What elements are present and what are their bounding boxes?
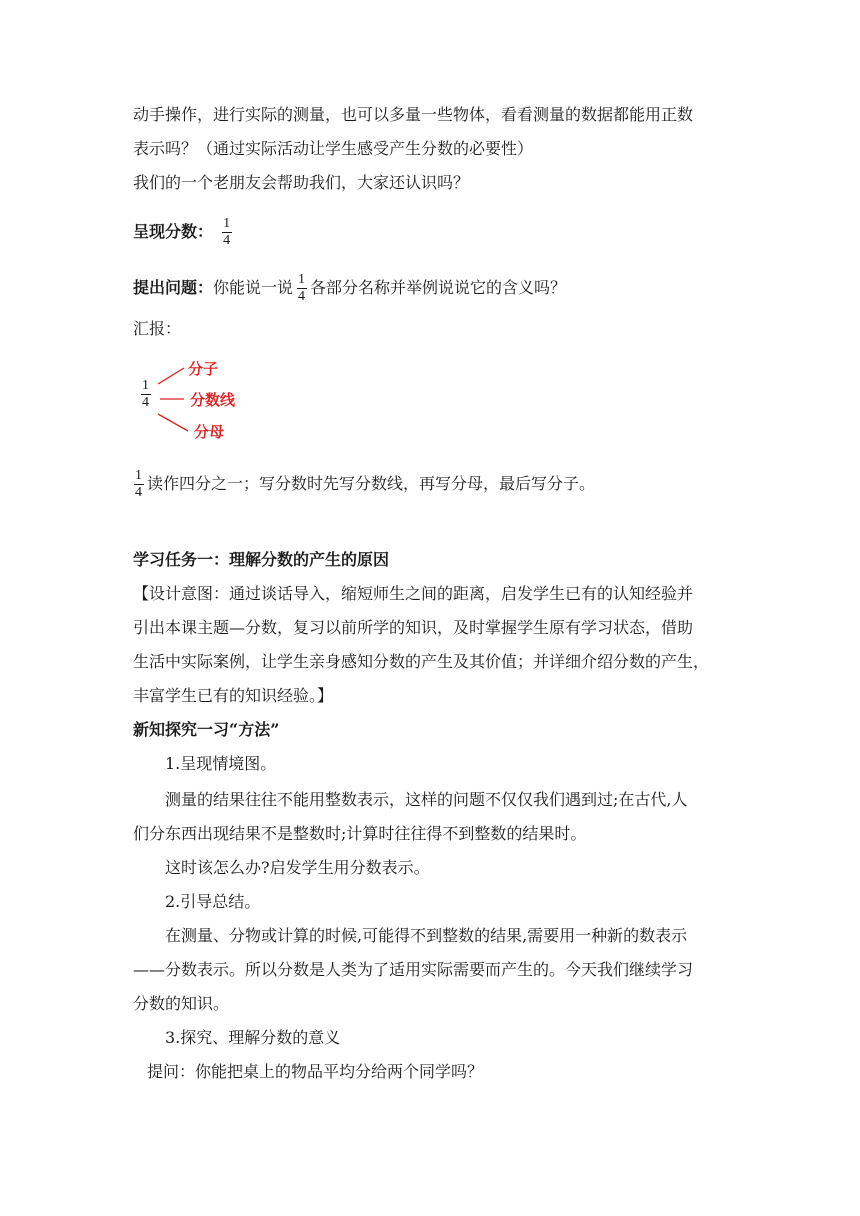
intro-line-1: 动手操作，进行实际的测量，也可以多量一些物体，看看测量的数据都能用正数 <box>133 105 694 124</box>
question-pre: 你能说一说 <box>213 278 294 297</box>
numerator-label: 分子 <box>188 360 219 378</box>
step-1: 1.呈现情境图。 <box>165 754 277 773</box>
fraction-one-quarter <box>221 216 232 249</box>
paragraph-1-line-2: 们分东西出现结果不是整数时;计算时往往得不到整数的结果时。 <box>133 824 587 843</box>
report-label: 汇报： <box>133 319 182 338</box>
paragraph-2: 这时该怎么办?启发学生用分数表示。 <box>165 858 430 877</box>
question-post: 各部分名称并举例说说它的含义吗？ <box>310 278 567 297</box>
present-fraction-line <box>133 216 235 249</box>
fraction-numerator: 1 <box>298 272 306 287</box>
design-line-1: 【设计意图：通过谈话导入，缩短师生之间的距离，启发学生已有的认知经验并 <box>133 584 694 603</box>
paragraph-3-line-2: ——分数表示。所以分数是人类为了适用实际需要而产生的。今天我们继续学习 <box>133 960 694 979</box>
intro-line-2: 表示吗？（通过实际活动让学生感受产生分数的必要性） <box>133 139 534 158</box>
denominator-pointer <box>158 414 188 431</box>
explore-title: 新知探究一习“方法” <box>133 720 280 739</box>
numerator-pointer <box>158 368 184 384</box>
fraction-line-label: 分数线 <box>190 391 236 409</box>
fraction-denominator: 4 <box>223 233 231 248</box>
fraction-denominator: 4 <box>298 289 306 304</box>
reading-line <box>133 468 595 501</box>
step-2: 2.引导总结。 <box>165 892 261 911</box>
fraction-denominator: 4 <box>135 485 142 500</box>
step-3: 3.探究、理解分数的意义 <box>165 1028 341 1047</box>
intro-line-3: 我们的一个老朋友会帮助我们，大家还认识吗？ <box>133 173 470 192</box>
fraction-parts-diagram <box>140 348 280 443</box>
design-line-3: 生活中实际案例，让学生亲身感知分数的产生及其价值；并详细介绍分数的产生， <box>133 652 710 671</box>
design-line-4: 丰富学生已有的知识经验。】 <box>133 686 334 705</box>
paragraph-3-line-3: 分数的知识。 <box>133 994 230 1013</box>
present-label: 呈现分数： <box>133 222 214 241</box>
question-line <box>133 272 566 305</box>
fraction-denominator: 4 <box>142 395 149 410</box>
fraction-numerator: 1 <box>223 216 231 231</box>
task-title: 学习任务一：理解分数的产生的原因 <box>133 550 390 569</box>
denominator-label: 分母 <box>194 423 225 441</box>
ask-line: 提问：你能把桌上的物品平均分给两个同学吗？ <box>147 1062 484 1081</box>
fraction-inline <box>296 272 307 305</box>
fraction-numerator: 1 <box>142 378 149 393</box>
fraction-numerator: 1 <box>135 468 142 483</box>
question-label: 提出问题： <box>133 278 214 297</box>
design-line-2: 引出本课主题—分数，复习以前所学的知识，及时掌握学生原有学习状态，借助 <box>133 618 694 637</box>
paragraph-1-line-1: 测量的结果往往不能用整数表示，这样的问题不仅仅我们遇到过;在古代,人 <box>165 790 688 809</box>
paragraph-3-line-1: 在测量、分物或计算的时候,可能得不到整数的结果,需要用一种新的数表示 <box>165 926 688 945</box>
fraction-inline <box>133 468 144 501</box>
reading-text: 读作四分之一；写分数时先写分数线，再写分母，最后写分子。 <box>147 474 596 493</box>
